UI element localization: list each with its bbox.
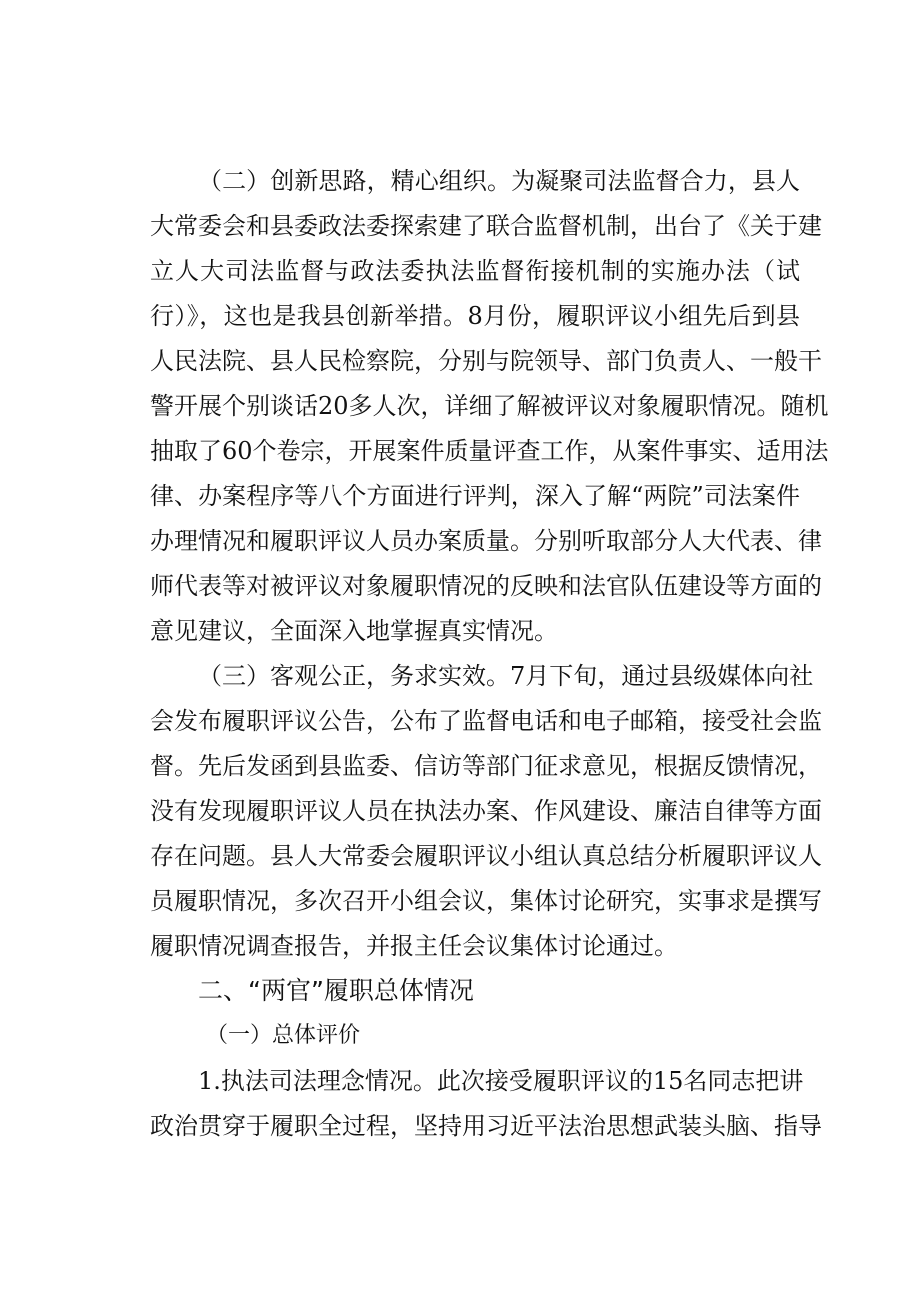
- paragraph-1-line: 警开展个别谈话20多人次，详细了解被评议对象履职情况。随机: [150, 392, 829, 420]
- paragraph-1-line: 大常委会和县委政法委探索建了联合监督机制，出台了《关于建: [150, 212, 822, 240]
- paragraph-1-line: 行）》，这也是我县创新举措。8月份，履职评议小组先后到县: [150, 302, 800, 330]
- paragraph-2-line: 员履职情况，多次召开小组会议，集体讨论研究，实事求是撰写: [150, 887, 822, 915]
- paragraph-1-line: 师代表等对被评议对象履职情况的反映和法官队伍建设等方面的: [150, 572, 822, 600]
- paragraph-1-line: 意见建议，全面深入地掌握真实情况。: [150, 617, 558, 645]
- paragraph-2-line: 会发布履职评议公告，公布了监督电话和电子邮箱，接受社会监: [150, 707, 822, 735]
- paragraph-2-line: （三）客观公正，务求实效。7月下旬，通过县级媒体向社: [198, 662, 814, 690]
- paragraph-2-line: 存在问题。县人大常委会履职评议小组认真总结分析履职评议人: [150, 842, 822, 870]
- paragraph-1-line: 抽取了60个卷宗，开展案件质量评查工作，从案件事实、适用法: [150, 437, 829, 465]
- section-heading: 二、“两官”履职总体情况: [198, 976, 474, 1005]
- paragraph-3-line: 政治贯穿于履职全过程，坚持用习近平法治思想武装头脑、指导: [150, 1112, 822, 1140]
- paragraph-3-line: 1.执法司法理念情况。此次接受履职评议的15名同志把讲: [198, 1067, 804, 1095]
- paragraph-1-line: 办理情况和履职评议人员办案质量。分别听取部分人大代表、律: [150, 527, 822, 555]
- paragraph-2-line: 没有发现履职评议人员在执法办案、作风建设、廉洁自律等方面: [150, 797, 822, 825]
- paragraph-1-line: 立人大司法监督与政法委执法监督衔接机制的实施办法（试: [150, 257, 800, 285]
- paragraph-1-line: （二）创新思路，精心组织。为凝聚司法监督合力，县人: [198, 167, 800, 195]
- paragraph-1-line: 人民法院、县人民检察院，分别与院领导、部门负责人、一般干: [150, 347, 822, 375]
- subsection-heading: （一）总体评价: [206, 1023, 361, 1048]
- paragraph-1-line: 律、办案程序等八个方面进行评判，深入了解“两院”司法案件: [150, 482, 800, 510]
- paragraph-2-line: 督。先后发函到县监委、信访等部门征求意见，根据反馈情况，: [150, 752, 822, 780]
- paragraph-2-line: 履职情况调查报告，并报主任会议集体讨论通过。: [150, 932, 678, 960]
